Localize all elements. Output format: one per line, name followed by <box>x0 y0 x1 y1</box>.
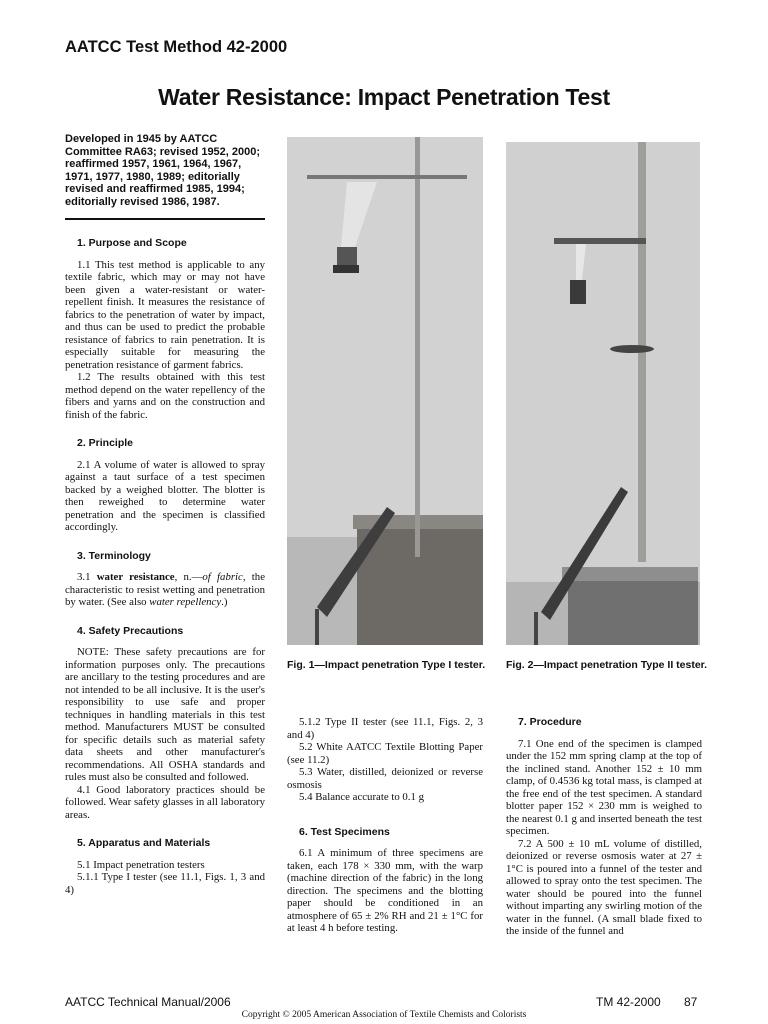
paragraph: 5.2 White AATCC Textile Blotting Paper (see 11.2) <box>287 741 483 766</box>
paragraph: 7.2 A 500 ± 10 mL volume of distilled, deionized or reverse osmosis water at 27 ± 1°C is poured into a funnel of the tester and allowed to spray onto the test specimen. The water should be poured into the funnel without imparting any swirling motion of the water in the funnel. (A small blade fixed to the inside of the funnel and <box>506 837 702 937</box>
figure-1-photo <box>287 137 483 645</box>
figure-2-caption: Fig. 2—Impact penetration Type II tester. <box>506 659 708 671</box>
type-i-tester-illustration <box>287 137 483 645</box>
middle-column <box>287 716 483 935</box>
text: , the characteristic to resist wetting and penetration by water. (See also <box>65 571 265 608</box>
paragraph: 5.1.1 Type I tester (see 11.1, Figs. 1, 3 and 4) <box>65 871 265 896</box>
text: of fabric <box>202 571 243 583</box>
paragraph: 5.1.2 Type II tester (see 11.1, Figs. 2, 3 and 4) <box>287 716 483 741</box>
section-heading: 4. Safety Precautions <box>77 624 184 637</box>
copyright: Copyright © 2005 American Association of Textile Chemists and Colorists <box>241 1010 527 1020</box>
section-heading: 6. Test Specimens <box>299 825 390 838</box>
page-number: 87 <box>684 995 698 1009</box>
text: 3.1 <box>77 571 97 583</box>
right-column <box>506 716 702 938</box>
paragraph: 1.1 This test method is applicable to any textile fabric, which may or may not have been given a water-resistant or water-repellent finish. It measures the resistance of fabrics to the penetration of water by impact, and thus can be used to predict the probable resistance of fabrics to rain penetration. It is especially suitable for measuring the penetration resistance of garment fabrics. <box>65 258 265 371</box>
figure-2-photo <box>506 142 700 645</box>
section-heading: 2. Principle <box>77 437 134 449</box>
paragraph: 5.3 Water, distilled, deionized or reverse osmosis <box>287 766 483 791</box>
paragraph: 5.1 Impact penetration testers <box>77 858 205 871</box>
left-column <box>65 237 265 896</box>
divider <box>65 218 265 220</box>
page-title: Water Resistance: Impact Penetration Test <box>158 84 610 110</box>
section-heading: 7. Procedure <box>518 716 582 728</box>
paragraph: 1.2 The results obtained with this test method depend on the water repellency of the fibers and yarns and on the construction and finish of the fabric. <box>65 371 265 421</box>
defined-term: water resistance <box>96 571 175 583</box>
text: , n.— <box>174 571 203 583</box>
paragraph: 4.1 Good laboratory practices should be followed. Wear safety glasses in all laboratory areas. <box>65 783 265 821</box>
paragraph: 7.1 One end of the specimen is clamped under the 152 mm spring clamp at the top of the inclined stand. Another 152 ± 10 mm clamp, of 0.4536 kg total mass, is clamped at the free end of the test specimen. A standard blotter paper 152 × 230 mm is weighed to the nearest 0.1 g and inserted beneath the test specimen. <box>506 737 702 837</box>
type-ii-tester-illustration <box>506 142 700 645</box>
section-heading: 1. Purpose and Scope <box>77 237 187 249</box>
paragraph: 2.1 A volume of water is allowed to spray against a taut surface of a test specimen backed by a weighed blotter. The blotter is then reweighed to determine water penetration and the specimen is classified accordingly. <box>65 458 265 533</box>
note: NOTE: These safety precautions are for information purposes only. The precautions are ancillary to the testing procedures and are not intended to be all inclusive. It is the user's responsibility to use safe and proper techniques in handling materials in this test method. Manufacturers MUST be consulted for specific details such as material safety data sheets and other manufacturer's recommendations. All OSHA standards and rules must also be consulted and followed. <box>65 646 265 783</box>
method-header: AATCC Test Method 42-2000 <box>65 38 288 56</box>
section-heading: 3. Terminology <box>77 549 151 562</box>
paragraph: 5.4 Balance accurate to 0.1 g <box>299 791 425 803</box>
paragraph: 6.1 A minimum of three specimens are taken, each 178 × 330 mm, with the warp (machine direction of the fabric) in the long direction. The specimens and the blotting paper should be conditioned in an atmosphere of 65 ± 2% RH and 21 ± 1°C for at least 4 h before testing. <box>287 847 483 934</box>
footer-method-code: TM 42-2000 <box>596 995 661 1009</box>
terminology-paragraph <box>65 571 265 609</box>
section-heading: 5. Apparatus and Materials <box>77 837 211 849</box>
development-history: Developed in 1945 by AATCC Committee RA63; revised 1952, 2000; reaffirmed 1957, 1961, 1964, 1967, 1971, 1977, 1980, 1989; editorially revised and reaffirmed 1985, 1994; editorially revised 1986, 1987. <box>65 133 261 208</box>
figure-1-caption: Fig. 1—Impact penetration Type I tester. <box>287 659 486 671</box>
text: .) <box>221 596 228 608</box>
footer-manual: AATCC Technical Manual/2006 <box>65 995 231 1009</box>
cross-reference: water repellency <box>149 596 222 608</box>
